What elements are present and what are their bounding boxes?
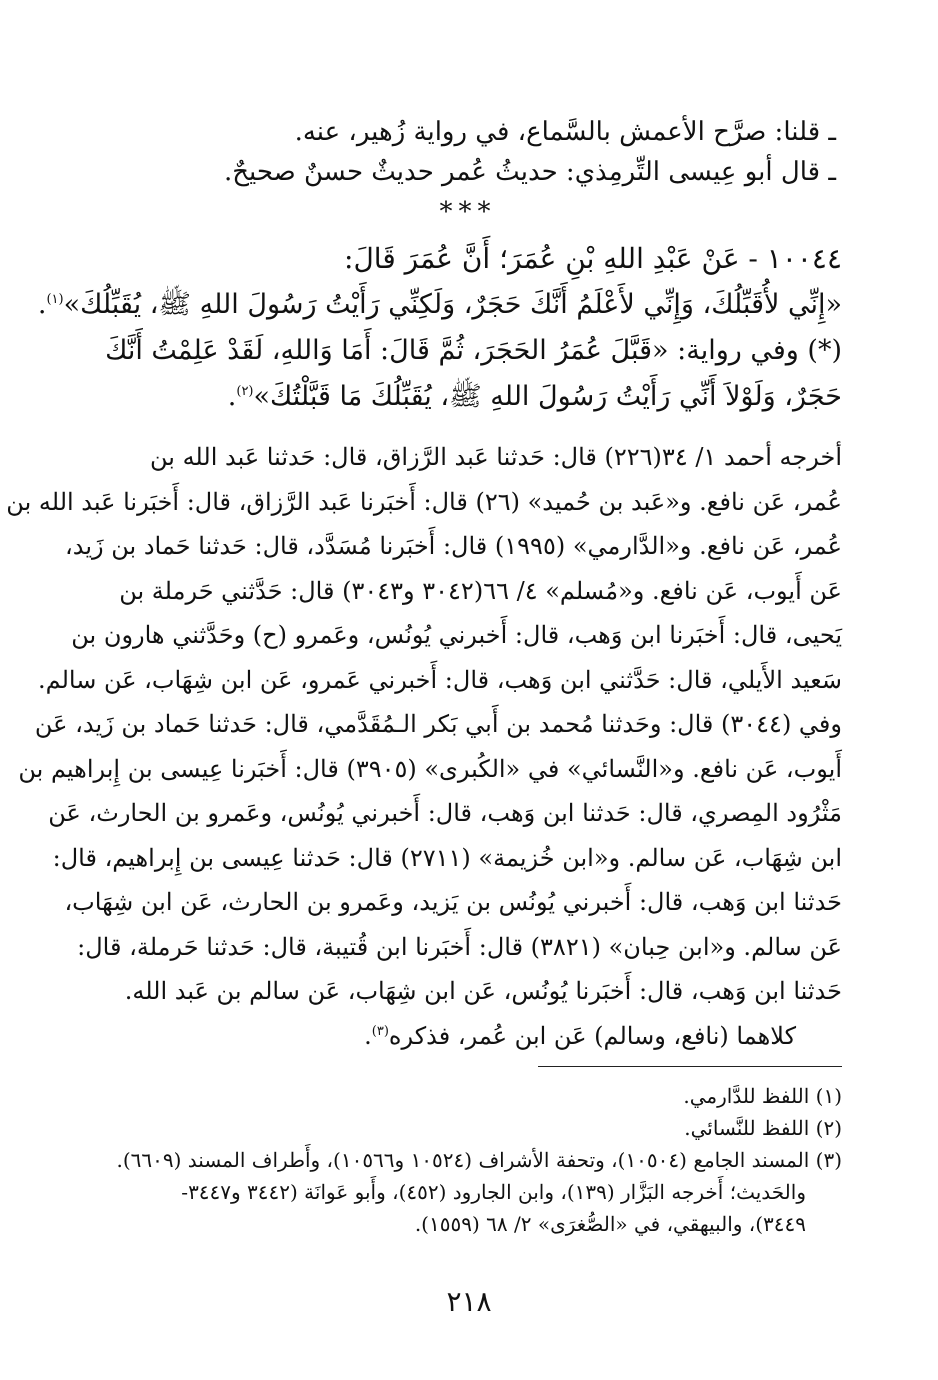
takhrij-line: حَدثنا ابن وَهب، قال: أَخبرني يُونُس بن يَزيد، وعَمرو بن الحارث، عَن ابن شِهَاب، xyxy=(64,888,842,916)
hadith-header: ١٠٠٤٤ - عَنْ عَبْدِ اللهِ بْنِ عُمَرَ؛ أَنَّ عُمَرَ قَالَ: xyxy=(344,242,842,275)
hadith-text: «إِنِّي لأُقَبِّلُكَ، وَإِنِّي لأَعْلَمُ أَنَّكَ حَجَرٌ، وَلَكِنِّي رَأَيْتُ رَسُولَ اللهِ ﷺ، يُقَبِّلُكَ»$^{(١)}$. xyxy=(37,289,842,320)
takhrij-conclusion: كلاهما (نافع، وسالم) عَن ابن عُمر، فذكره$^{(٣)}$. xyxy=(364,1021,796,1050)
footnote-3-continuation: والحَديث؛ أَخرجه البَزَّار (١٣٩)، وابن الجارود (٤٥٢)، وأَبو عَوانَة (٣٤٤٢ و٣٤٤٧- xyxy=(181,1180,806,1204)
footnote-3-continuation: ٣٤٤٩)، والبيهقي، في «الصُّغرَى» ٢/ ٦٨ (١٥٥٩). xyxy=(414,1212,806,1236)
takhrij-line: وفي (٣٠٤٤) قال: وحَدثنا مُحمد بن أَبي بَكر الـمُقَدَّمي، قال: حَدثنا حَماد بن زَيد، عَن xyxy=(34,710,842,738)
footnote-2: (٢) اللفظ للنَّسائي. xyxy=(684,1116,842,1140)
footnote-divider xyxy=(538,1066,842,1067)
intro-line-1: ـ قلنا: صرَّح الأعمش بالسَّماع، في رواية زُهير، عنه. xyxy=(294,117,836,147)
riwaya-line-2-body: حَجَرٌ، وَلَوْلاَ أَنِّي رَأَيْتُ رَسُولَ اللهِ ﷺ، يُقَبِّلُكَ مَا قَبَّلْتُكَ» xyxy=(253,381,842,412)
intro-block xyxy=(100,112,842,232)
section-separator: *** xyxy=(439,197,497,227)
footnote-1: (١) اللفظ للدَّارمي. xyxy=(683,1084,842,1108)
takhrij-line: عُمر، عَن نافع. و«عَبد بن حُميد» (٢٦) قال: أَخبَرنا عَبد الرَّزاق، قال: أَخبَرنا عَبد الله بن xyxy=(6,487,842,516)
footnote-3: (٣) المسند الجامع (١٠٥٠٤)، وتحفة الأشراف (١٠٥٢٤ و١٠٥٦٦)، وأَطراف المسند (٦٦٠٩). xyxy=(116,1148,842,1172)
takhrij-line: مَثْرُود المِصري، قال: حَدثنا ابن وَهب، قال: أَخبرني يُونُس، وعَمرو بن الحارث، عَن xyxy=(48,799,842,827)
footnote-ref-1[interactable]: (١) xyxy=(46,292,64,307)
takhrij-line: أخرجه أحمد ١/ ٣٤(٢٢٦) قال: حَدثنا عَبد الرَّزاق، قال: حَدثنا عَبد الله بن xyxy=(149,443,842,471)
takhrij-line: عَن سالم. و«ابن حِبان» (٣٨٢١) قال: أَخبَرنا ابن قُتيبة، قال: حَدثنا حَرملة، قال: xyxy=(77,932,842,961)
riwaya-line-2: حَجَرٌ، وَلَوْلاَ أَنِّي رَأَيْتُ رَسُولَ اللهِ ﷺ، يُقَبِّلُكَ مَا قَبَّلْتُكَ»$^{(٢)}$. xyxy=(227,381,842,412)
riwaya-line-1: (*) وفي رواية: «قَبَّلَ عُمَرُ الحَجَرَ، ثُمَّ قَالَ: أَمَا وَاللهِ، لَقَدْ عَلِمْتُ أَنَّكَ xyxy=(105,335,842,366)
takhrij-line: عُمر، عَن نافع. و«الدَّارمي» (١٩٩٥) قال: أَخبَرنا مُسَدَّد، قال: حَدثنا حَماد بن زَيد، xyxy=(65,532,842,560)
takhrij-line: يَحيى، قال: أَخبَرنا ابن وَهب، قال: أَخبرني يُونُس، وعَمرو (ح) وحَدَّثني هارون بن xyxy=(71,621,842,649)
takhrij-line: أَيوب، عَن نافع. و«النَّسائي» في «الكُبرى» (٣٩٠٥) قال: أَخبَرنا عِيسى بن إِبراهيم بن xyxy=(18,754,842,783)
takhrij-line: عَن أَيوب، عَن نافع. و«مُسلم» ٤/ ٦٦(٣٠٤٢ و٣٠٤٣) قال: حَدَّثني حَرملة بن xyxy=(119,576,842,605)
intro-line-2: ـ قال أبو عِيسى التِّرمِذي: حديثُ عُمر حديثٌ حسنٌ صحيحٌ. xyxy=(223,157,836,187)
takhrij-line: حَدثنا ابن وَهب، قال: أَخبَرنا يُونُس، عَن ابن شِهَاب، عَن سالم بن عَبد الله. xyxy=(124,977,842,1005)
takhrij-block xyxy=(6,435,842,1058)
hadith-block xyxy=(37,236,842,420)
footnote-ref-2[interactable]: (٢) xyxy=(236,384,254,399)
footnotes-block xyxy=(100,1080,842,1240)
takhrij-line: ابن شِهَاب، عَن سالم. و«ابن خُزيمة» (٢٧١١) قال: حَدثنا عِيسى بن إِبراهيم، قال: xyxy=(52,843,842,872)
takhrij-line: سَعيد الأَيلي، قال: حَدَّثني ابن وَهب، قال: أَخبرني عَمرو، عَن ابن شِهَاب، عَن سالم. xyxy=(38,665,842,694)
page-number: ٢١٨ xyxy=(446,1285,492,1318)
footnote-ref-3[interactable]: (٣) xyxy=(371,1023,389,1039)
takhrij-conclusion-text: كلاهما (نافع، وسالم) عَن ابن عُمر، فذكره xyxy=(388,1021,796,1050)
hadith-text-body: «إِنِّي لأُقَبِّلُكَ، وَإِنِّي لأَعْلَمُ أَنَّكَ حَجَرٌ، وَلَكِنِّي رَأَيْتُ رَسُولَ اللهِ ﷺ، يُقَبِّلُكَ» xyxy=(63,289,842,320)
